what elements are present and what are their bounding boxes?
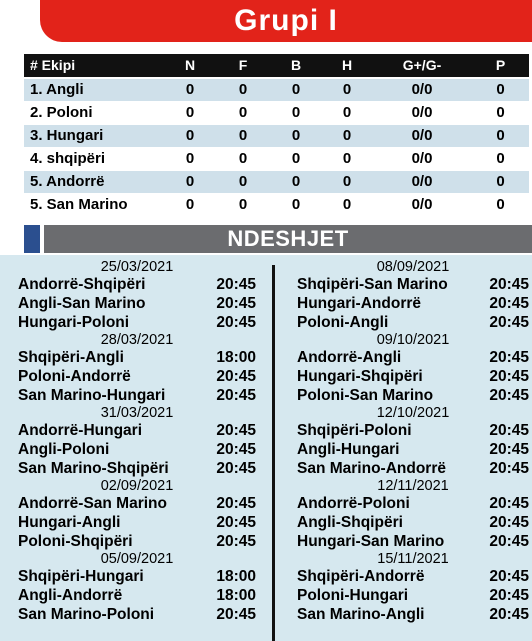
played: 0 xyxy=(185,81,195,98)
match-teams: Andorrë-Hungari xyxy=(18,422,142,439)
match-row xyxy=(297,513,529,532)
match-time: 20:45 xyxy=(489,387,529,404)
played: 0 xyxy=(185,104,195,121)
match-teams: Poloni-Hungari xyxy=(297,587,409,604)
goals: 0/0 xyxy=(411,104,433,121)
match-row xyxy=(297,532,529,551)
losses: 0 xyxy=(342,104,352,121)
losses: 0 xyxy=(342,127,352,144)
points: 0 xyxy=(496,104,505,121)
fixture-date: 12/11/2021 xyxy=(377,478,449,494)
match-row xyxy=(297,605,529,624)
fixture-date: 28/03/2021 xyxy=(100,332,174,348)
fixtures-right-column xyxy=(297,259,529,624)
played: 0 xyxy=(185,196,195,213)
match-teams: Angli-Shqipëri xyxy=(297,514,403,531)
match-time: 20:45 xyxy=(489,460,529,477)
wins: 0 xyxy=(238,196,248,213)
losses: 0 xyxy=(342,150,352,167)
match-row xyxy=(297,459,529,478)
match-time: 18:00 xyxy=(216,349,256,366)
match-teams: Poloni-Shqipëri xyxy=(18,533,133,550)
match-teams: San Marino-Poloni xyxy=(18,606,155,623)
draws: 0 xyxy=(291,127,301,144)
fixtures-bar xyxy=(24,225,532,253)
match-time: 20:45 xyxy=(216,368,256,385)
match-teams: Andorrë-Angli xyxy=(297,349,402,366)
match-row xyxy=(18,605,256,624)
match-teams: Shqipëri-Andorrë xyxy=(297,568,425,585)
match-time: 20:45 xyxy=(489,587,529,604)
match-row xyxy=(18,532,256,551)
team-name: 5. Andorrë xyxy=(30,173,105,190)
match-time: 20:45 xyxy=(489,568,529,585)
match-time: 20:45 xyxy=(489,349,529,366)
match-time: 20:45 xyxy=(216,514,256,531)
match-row xyxy=(297,367,529,386)
fixtures-left-column xyxy=(18,259,256,624)
standings-row xyxy=(24,125,529,147)
match-time: 20:45 xyxy=(489,606,529,623)
draws: 0 xyxy=(291,150,301,167)
header-wins: F xyxy=(238,57,248,73)
points: 0 xyxy=(496,81,505,98)
match-time: 20:45 xyxy=(489,495,529,512)
match-time: 20:45 xyxy=(489,314,529,331)
match-time: 20:45 xyxy=(489,514,529,531)
goals: 0/0 xyxy=(411,196,433,213)
header-draws: B xyxy=(290,57,302,73)
match-time: 20:45 xyxy=(489,276,529,293)
header-losses: H xyxy=(341,57,353,73)
team-name: 4. shqipëri xyxy=(30,150,106,167)
draws: 0 xyxy=(291,81,301,98)
match-time: 20:45 xyxy=(216,441,256,458)
match-time: 18:00 xyxy=(216,587,256,604)
match-time: 20:45 xyxy=(216,314,256,331)
standings-header xyxy=(24,54,529,77)
goals: 0/0 xyxy=(411,150,433,167)
match-teams: Shqipëri-San Marino xyxy=(297,276,448,293)
match-row xyxy=(297,421,529,440)
match-teams: Angli-Hungari xyxy=(297,441,400,458)
match-teams: Poloni-Andorrë xyxy=(18,368,131,385)
match-time: 20:45 xyxy=(489,422,529,439)
match-teams: Andorrë-Poloni xyxy=(297,495,410,512)
fixture-date: 09/10/2021 xyxy=(376,332,450,348)
header-team: # Ekipi xyxy=(30,57,76,73)
match-row xyxy=(297,494,529,513)
fixture-date: 12/10/2021 xyxy=(376,405,450,421)
match-time: 18:00 xyxy=(216,568,256,585)
team-name: 5. San Marino xyxy=(30,196,128,213)
fixture-date: 08/09/2021 xyxy=(376,259,450,275)
standings-row xyxy=(24,79,529,101)
match-row xyxy=(18,459,256,478)
match-row xyxy=(297,567,529,586)
match-teams: Hungari-Andorrë xyxy=(297,295,421,312)
goals: 0/0 xyxy=(411,81,433,98)
match-time: 20:45 xyxy=(216,495,256,512)
wins: 0 xyxy=(238,127,248,144)
match-row xyxy=(18,494,256,513)
points: 0 xyxy=(496,127,505,144)
match-time: 20:45 xyxy=(216,460,256,477)
team-name: 3. Hungari xyxy=(30,127,104,144)
match-time: 20:45 xyxy=(216,276,256,293)
draws: 0 xyxy=(291,173,301,190)
group-title: Grupi I xyxy=(234,4,338,37)
points: 0 xyxy=(496,150,505,167)
match-row xyxy=(18,386,256,405)
losses: 0 xyxy=(342,81,352,98)
fixture-date: 02/09/2021 xyxy=(100,478,174,494)
match-row xyxy=(297,440,529,459)
match-time: 20:45 xyxy=(489,533,529,550)
match-row xyxy=(18,567,256,586)
played: 0 xyxy=(185,173,195,190)
match-row xyxy=(18,348,256,367)
match-teams: San Marino-Hungari xyxy=(18,387,166,404)
match-teams: Angli-Andorrë xyxy=(18,587,123,604)
match-row xyxy=(18,367,256,386)
header-points: P xyxy=(495,57,506,73)
match-time: 20:45 xyxy=(216,422,256,439)
match-time: 20:45 xyxy=(216,606,256,623)
match-time: 20:45 xyxy=(489,295,529,312)
match-row xyxy=(297,586,529,605)
match-teams: Hungari-Shqipëri xyxy=(297,368,423,385)
played: 0 xyxy=(185,150,195,167)
header-goals: G+/G- xyxy=(402,57,442,73)
match-teams: San Marino-Andorrë xyxy=(297,460,446,477)
match-teams: Hungari-Poloni xyxy=(18,314,130,331)
fixture-date: 25/03/2021 xyxy=(100,259,174,275)
group-banner xyxy=(40,0,532,42)
match-teams: Poloni-San Marino xyxy=(297,387,434,404)
fixtures-panel xyxy=(0,255,532,641)
match-teams: Shqipëri-Angli xyxy=(18,349,124,366)
match-teams: Shqipëri-Poloni xyxy=(297,422,412,439)
header-played: N xyxy=(184,57,196,73)
match-time: 20:45 xyxy=(489,441,529,458)
match-teams: Andorrë-Shqipëri xyxy=(18,276,146,293)
points: 0 xyxy=(496,196,505,213)
match-time: 20:45 xyxy=(489,368,529,385)
match-row xyxy=(297,275,529,294)
losses: 0 xyxy=(342,196,352,213)
match-teams: Shqipëri-Hungari xyxy=(18,568,144,585)
wins: 0 xyxy=(238,150,248,167)
standings-row xyxy=(24,102,529,124)
match-teams: San Marino-Shqipëri xyxy=(18,460,169,477)
goals: 0/0 xyxy=(411,173,433,190)
column-divider xyxy=(272,265,275,641)
team-name: 1. Angli xyxy=(30,81,84,98)
match-teams: Angli-San Marino xyxy=(18,295,146,312)
match-teams: San Marino-Angli xyxy=(297,606,425,623)
points: 0 xyxy=(496,173,505,190)
fixture-date: 15/11/2021 xyxy=(377,551,449,567)
match-time: 20:45 xyxy=(216,295,256,312)
match-row xyxy=(297,386,529,405)
match-time: 20:45 xyxy=(216,533,256,550)
match-row xyxy=(297,313,529,332)
match-teams: Angli-Poloni xyxy=(18,441,110,458)
fixture-date: 31/03/2021 xyxy=(100,405,174,421)
fixture-date: 05/09/2021 xyxy=(100,551,174,567)
goals: 0/0 xyxy=(411,127,433,144)
match-row xyxy=(297,348,529,367)
standings-row xyxy=(24,194,529,216)
wins: 0 xyxy=(238,104,248,121)
draws: 0 xyxy=(291,196,301,213)
standings-table xyxy=(24,54,529,217)
team-name: 2. Poloni xyxy=(30,104,93,121)
match-row xyxy=(297,294,529,313)
match-row xyxy=(18,513,256,532)
match-row xyxy=(18,421,256,440)
match-teams: Hungari-San Marino xyxy=(297,533,445,550)
match-time: 20:45 xyxy=(216,387,256,404)
fixtures-title: NDESHJET xyxy=(227,226,349,251)
match-row xyxy=(18,313,256,332)
match-row xyxy=(18,586,256,605)
standings-row xyxy=(24,171,529,193)
match-row xyxy=(18,440,256,459)
match-teams: Hungari-Angli xyxy=(18,514,121,531)
match-row xyxy=(18,275,256,294)
wins: 0 xyxy=(238,81,248,98)
match-teams: Poloni-Angli xyxy=(297,314,389,331)
match-teams: Andorrë-San Marino xyxy=(18,495,167,512)
wins: 0 xyxy=(238,173,248,190)
match-row xyxy=(18,294,256,313)
draws: 0 xyxy=(291,104,301,121)
standings-row xyxy=(24,148,529,170)
played: 0 xyxy=(185,127,195,144)
fixtures-bar-accent xyxy=(24,225,44,253)
losses: 0 xyxy=(342,173,352,190)
